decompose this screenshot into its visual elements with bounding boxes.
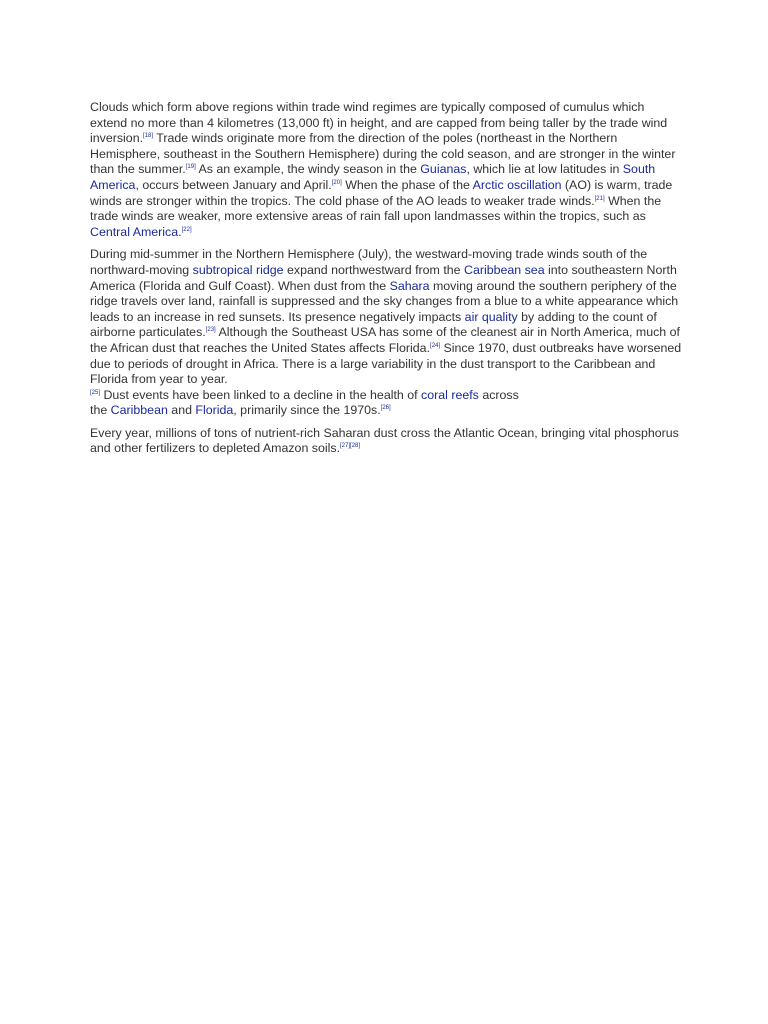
- citation-ref[interactable]: [21]: [594, 195, 605, 202]
- paragraph-text: Every year, millions of tons of nutrient-rich Saharan dust cross the Atlantic Ocean, bringing vital phosphorus and other fertilizers to depleted Amazon soils.: [90, 425, 679, 456]
- paragraph-text: , occurs between January and April.: [135, 177, 332, 192]
- link-air-quality[interactable]: air quality: [464, 309, 518, 324]
- citation-ref[interactable]: [24]: [430, 342, 441, 349]
- paragraph-text: across: [478, 387, 519, 402]
- paragraph-text: expand northwestward from the: [283, 262, 464, 277]
- paragraph-text: into southeastern North America (Florida and Gulf Coast). When dust from the: [90, 262, 677, 293]
- link-arctic-oscillation[interactable]: Arctic oscillation: [472, 177, 562, 192]
- citation-ref[interactable]: [22]: [181, 226, 192, 233]
- paragraph-text: by adding to the count of airborne particulates.: [90, 309, 657, 340]
- citation-ref[interactable]: [18]: [143, 133, 154, 140]
- paragraph-amazon-fertilizer: [90, 426, 682, 457]
- link-sahara[interactable]: Sahara: [389, 278, 430, 293]
- citation-ref[interactable]: [25]: [90, 389, 101, 396]
- paragraph-text: , primarily since the 1970s.: [233, 403, 381, 418]
- paragraph-text: .: [178, 224, 182, 239]
- citation-ref[interactable]: [20]: [331, 179, 342, 186]
- link-guianas[interactable]: Guianas: [420, 162, 467, 177]
- paragraph-text: , which lie at low latitudes in: [466, 162, 623, 177]
- paragraph-saharan-dust: [90, 247, 682, 419]
- paragraph-text: (AO) is warm, trade winds are stronger within the tropics. The cold phase of the AO leads to weaker trade winds.: [90, 177, 673, 208]
- citation-ref[interactable]: [26]: [380, 405, 391, 412]
- paragraph-text: Clouds which form above regions within trade wind regimes are typically composed of cumulus which extend no more than 4 kilometres (13,000 ft) in height, and are capped from being taller by the trade wind inversion.: [90, 100, 668, 146]
- link-central-america[interactable]: Central America: [90, 224, 179, 239]
- link-coral-reefs[interactable]: coral reefs: [421, 387, 479, 402]
- paragraph-text: Dust events have been linked to a decline in the health of: [100, 387, 422, 402]
- paragraph-text: Although the Southeast USA has some of the cleanest air in North America, much of the African dust that reaches the United States affects Florida.: [90, 325, 680, 355]
- link-south-america[interactable]: South America: [90, 162, 656, 192]
- paragraph-text: Trade winds originate more from the direction of the poles (northeast in the Northern Hemisphere, southeast in the Southern Hemisphere) during the cold season, and are stronger in the winter than the summer.: [90, 131, 676, 177]
- paragraph-text: When the trade winds are weaker, more extensive areas of rain fall upon landmasses within the tropics, such as: [90, 193, 662, 224]
- paragraph-text: the: [90, 403, 111, 418]
- paragraph-text: During mid-summer in the Northern Hemisphere (July), the westward-moving trade winds south of the northward-moving: [90, 247, 648, 277]
- paragraph-text: Since 1970, dust outbreaks have worsened due to periods of drought in Africa. There is a large variability in the dust transport to the Caribbean and Florida from year to year.: [90, 340, 682, 387]
- citation-ref[interactable]: [27][28]: [340, 443, 361, 450]
- link-subtropical-ridge[interactable]: subtropical ridge: [192, 262, 284, 277]
- paragraph-text: As an example, the windy season in the: [195, 162, 421, 177]
- paragraph-text: moving around the southern periphery of the ridge travels over land, rainfall is suppressed and the sky changes from a blue to a white appearance which leads to an increase in red sunsets. Its presence negatively impacts: [90, 278, 679, 324]
- link-florida[interactable]: Florida: [195, 403, 234, 418]
- link-caribbean-sea[interactable]: Caribbean sea: [464, 262, 545, 277]
- paragraph-text: When the phase of the: [341, 177, 473, 192]
- paragraph-text: and: [167, 403, 196, 418]
- citation-ref[interactable]: [19]: [185, 164, 196, 171]
- citation-ref[interactable]: [23]: [205, 327, 216, 334]
- paragraph-trade-winds-clouds: [90, 100, 682, 240]
- link-caribbean[interactable]: Caribbean: [110, 403, 168, 418]
- article-body: [90, 100, 682, 464]
